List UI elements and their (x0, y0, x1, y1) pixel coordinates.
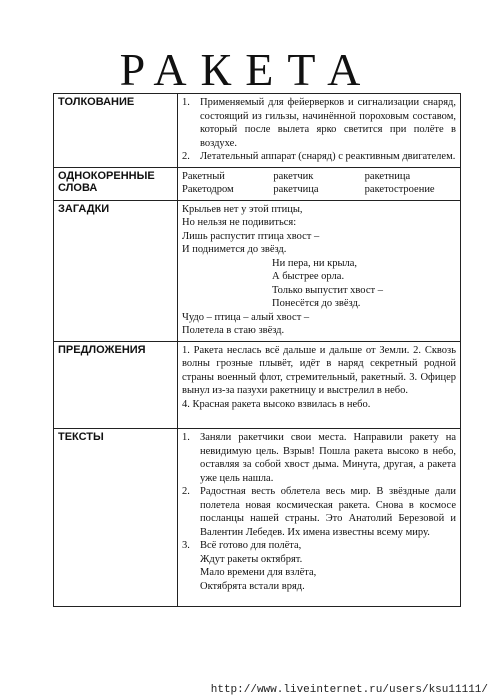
row-riddles (54, 200, 461, 341)
sentences-text: 1. Ракета неслась всё дальше и дальше от Земли. 2. Сквозь волны грозные плывёт, идёт в наряд секретный родной страны военный флот, стремительный, ракетный. 3. Офицер вынул из-за пазухи ракетницу и выстрелил в небо. (182, 344, 456, 396)
row-sentences (54, 341, 461, 429)
texts-heading: ТЕКСТЫ (54, 429, 178, 607)
definition-cell (178, 94, 461, 168)
list-item: 2. Радостная весть облетела весь мир. В звёздные дали полетела новая космическая ракета. Снова в космосе посланцы нашей страны. Это Анатолий Березовой и Валентин Лебедев. Их имена известны всему миру. (182, 486, 456, 538)
word-table (53, 93, 461, 607)
riddle-1: Крыльев нет у этой птицы, Но нельзя не подивиться: Лишь распустит птица хвост – И поднимется до звёзд. (182, 203, 320, 255)
sentences-heading: ПРЕДЛОЖЕНИЯ (54, 341, 178, 429)
sentences-text-2: 4. Красная ракета высоко взвилась в небо. (182, 398, 371, 410)
sentences-cell (178, 341, 461, 429)
list-item: 1. Заняли ракетчики свои места. Направили ракету на невидимую цель. Взрыв! Пошла ракета высоко в небо, оставляя за собой хвост дыма. Минута, другая, а ракета уже цель нашла. (182, 432, 456, 484)
poem: Всё готово для полёта, Ждут ракеты октябрят. Мало времени для взлёта, Октябрята встали вряд. (200, 540, 317, 592)
texts-cell (178, 429, 461, 607)
list-item: 1. Применяемый для фейерверков и сигнализации снаряд, состоящий из гильзы, начинённой пороховым составом, который после вылета ярко светится при полёте в воздухе. (182, 97, 456, 149)
cognates-cell (178, 167, 461, 200)
page-title: РАКЕТА (119, 44, 375, 95)
riddle-2: Ни пера, ни крыла, А быстрее орла. Только выпустит хвост – Понесётся до звёзд. (272, 257, 383, 309)
riddles-cell (178, 200, 461, 341)
list-item: 3. Всё готово для полёта, Ждут ракеты октябрят. Мало времени для взлёта, Октябрята встали вряд. (182, 539, 456, 593)
cognate-word: ракетчица (273, 184, 319, 195)
watermark-url: http://www.liveinternet.ru/users/ksu11111/ (210, 684, 488, 696)
cognate-word: Ракетодром (182, 184, 234, 195)
row-cognates (54, 167, 461, 200)
row-definition (54, 94, 461, 168)
cognate-word: Ракетный (182, 170, 225, 182)
definition-heading: ТОЛКОВАНИЕ (54, 94, 178, 168)
riddle-3: Чудо – птица – алый хвост – Полетела в стаю звёзд. (182, 311, 310, 336)
cognate-word: ракетостроение (364, 184, 435, 195)
list-item: 2. Летательный аппарат (снаряд) с реактивным двигателем. (182, 151, 456, 162)
row-texts (54, 429, 461, 607)
cognate-word: ракетница (364, 170, 411, 182)
cognate-word: ракетчик (273, 170, 314, 182)
riddles-heading: ЗАГАДКИ (54, 200, 178, 341)
cognates-heading: ОДНОКОРЕННЫЕ СЛОВА (54, 167, 178, 200)
